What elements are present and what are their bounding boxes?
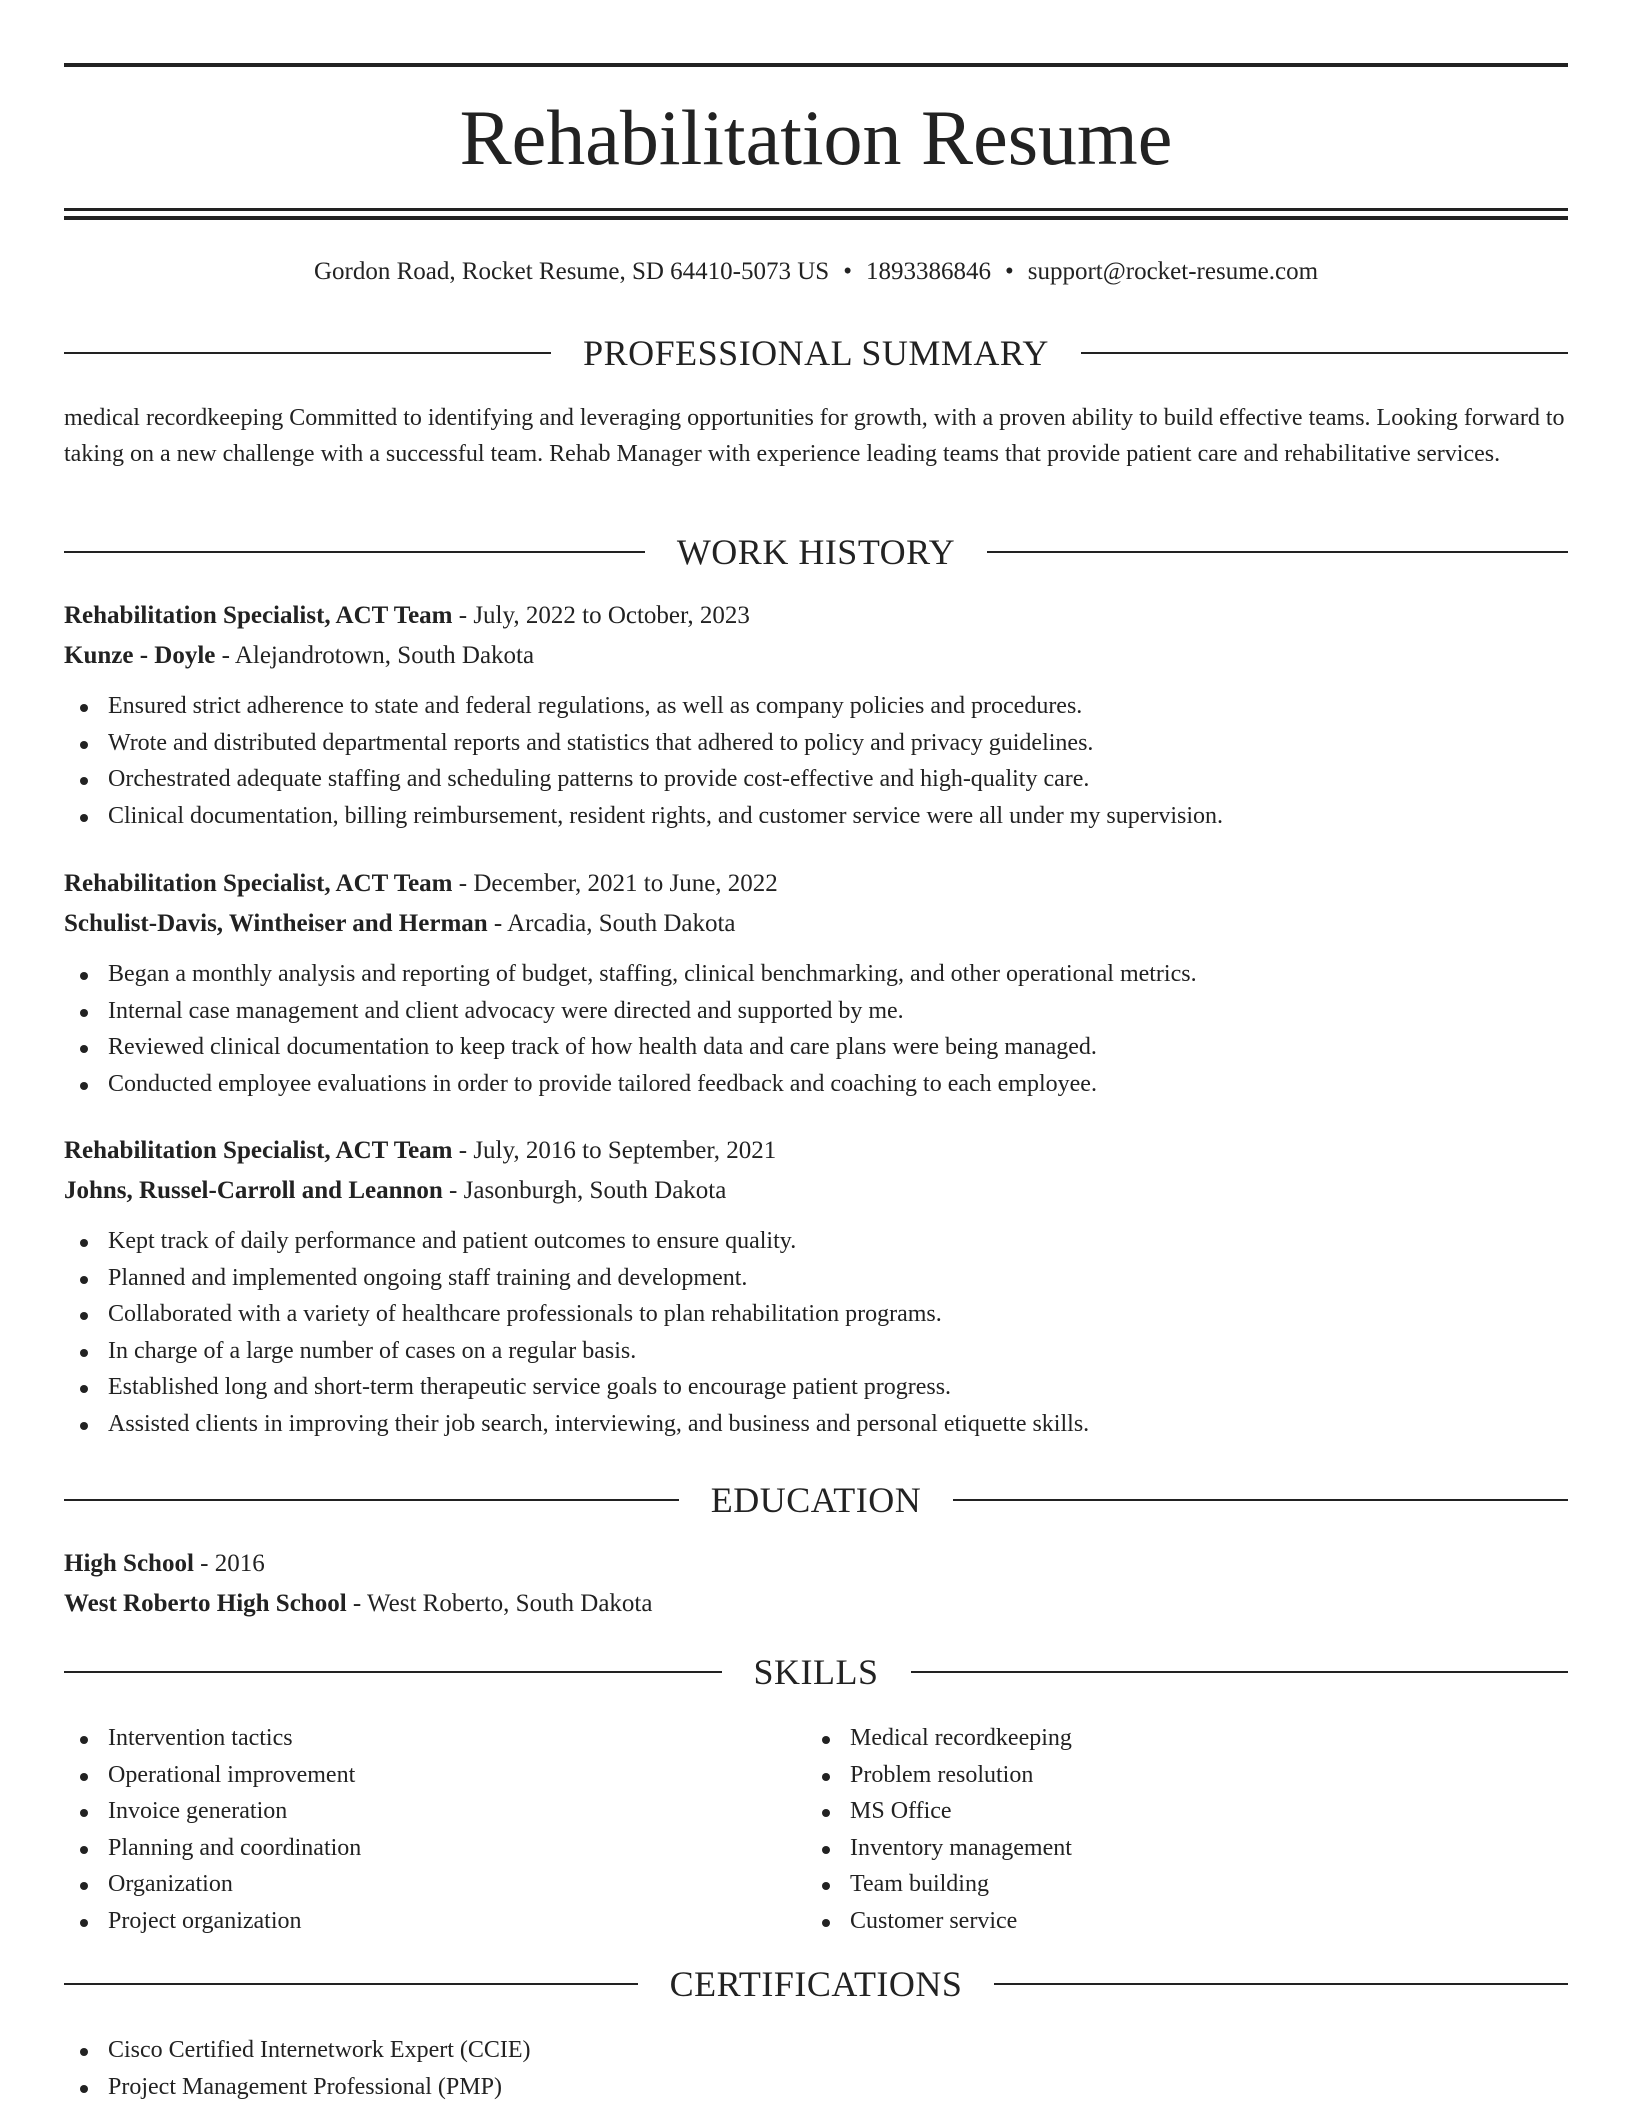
list-item: Assisted clients in improving their job search, interviewing, and business and personal etiquette skills.: [64, 1406, 1568, 1443]
contact-address: Gordon Road, Rocket Resume, SD 64410-5073 US: [313, 258, 830, 285]
contact-separator: •: [843, 258, 852, 285]
divider-line: [911, 1671, 1569, 1673]
list-item: Kept track of daily performance and patient outcomes to ensure quality.: [64, 1223, 1568, 1260]
job-entry: [64, 864, 1568, 1102]
divider-line: [64, 352, 551, 354]
skills-bullets: [64, 1720, 806, 1939]
job-entry: [64, 1131, 1568, 1442]
top-rule: [64, 63, 1568, 67]
job-heading: [64, 864, 1568, 904]
contact-phone[interactable]: 1893386846: [865, 258, 991, 285]
divider-line: [1081, 352, 1568, 354]
section-heading-certifications: [64, 1962, 1568, 2006]
list-item: Reviewed clinical documentation to keep track of how health data and care plans were being managed.: [64, 1029, 1568, 1066]
education-heading: [64, 1544, 1568, 1584]
divider-line: [994, 1983, 1568, 1985]
contact-email[interactable]: support@rocket-resume.com: [1027, 258, 1319, 285]
skill-item: Invoice generation: [64, 1793, 806, 1830]
skills-bullets: [806, 1720, 1548, 1939]
job-bullets: [64, 956, 1568, 1102]
skill-item: Planning and coordination: [64, 1830, 806, 1867]
skill-item: Inventory management: [806, 1830, 1548, 1867]
section-title: SKILLS: [753, 1652, 879, 1692]
job-heading: [64, 596, 1568, 636]
divider-line: [987, 551, 1568, 553]
job-bullets: [64, 688, 1568, 834]
skills-column-left: [64, 1720, 806, 1939]
skill-item: Team building: [806, 1866, 1548, 1903]
title-rule-upper: [64, 208, 1568, 211]
job-company: Schulist-Davis, Wintheiser and Herman: [64, 910, 488, 937]
list-item: Ensured strict adherence to state and federal regulations, as well as company policies and procedures.: [64, 688, 1568, 725]
list-item: In charge of a large number of cases on a regular basis.: [64, 1333, 1568, 1370]
skill-item: Operational improvement: [64, 1757, 806, 1794]
divider-line: [64, 551, 645, 553]
education-school: West Roberto High School: [64, 1590, 347, 1617]
list-item: Collaborated with a variety of healthcare professionals to plan rehabilitation programs.: [64, 1296, 1568, 1333]
section-title: CERTIFICATIONS: [669, 1964, 963, 2004]
job-employer: [64, 1171, 1568, 1211]
divider-line: [953, 1499, 1568, 1501]
divider-line: [64, 1983, 638, 1985]
list-item: Clinical documentation, billing reimbursement, resident rights, and customer service were all under my supervision.: [64, 798, 1568, 835]
skill-item: Customer service: [806, 1903, 1548, 1940]
job-employer: [64, 636, 1568, 676]
skill-item: Project organization: [64, 1903, 806, 1940]
job-company: Kunze - Doyle: [64, 642, 216, 669]
skill-item: Problem resolution: [806, 1757, 1548, 1794]
job-title: Rehabilitation Specialist, ACT Team: [64, 1137, 453, 1164]
job-dates: - December, 2021 to June, 2022: [452, 870, 778, 897]
job-dates: - July, 2016 to September, 2021: [452, 1137, 777, 1164]
section-title: EDUCATION: [710, 1480, 922, 1520]
skills-column-right: [806, 1720, 1548, 1939]
skill-item: MS Office: [806, 1793, 1548, 1830]
skill-item: Medical recordkeeping: [806, 1720, 1548, 1757]
education-degree: High School: [64, 1550, 194, 1577]
section-title: PROFESSIONAL SUMMARY: [583, 333, 1049, 373]
certification-bullets: [64, 2032, 1568, 2105]
section-heading-summary: [64, 331, 1568, 375]
section-heading-education: [64, 1478, 1568, 1522]
job-title: Rehabilitation Specialist, ACT Team: [64, 870, 453, 897]
title-rule-lower: [64, 216, 1568, 220]
job-entry: [64, 596, 1568, 834]
education-entry: [64, 1544, 1568, 1624]
list-item: Orchestrated adequate staffing and scheduling patterns to provide cost-effective and high-quality care.: [64, 761, 1568, 798]
certifications-list: [64, 2032, 1568, 2105]
list-item: Conducted employee evaluations in order to provide tailored feedback and coaching to each employee.: [64, 1066, 1568, 1103]
section-heading-work-history: [64, 530, 1568, 574]
certification-item: Cisco Certified Internetwork Expert (CCIE): [64, 2032, 1568, 2069]
job-bullets: [64, 1223, 1568, 1442]
education-school-line: [64, 1584, 1568, 1624]
list-item: Wrote and distributed departmental reports and statistics that adhered to policy and privacy guidelines.: [64, 725, 1568, 762]
job-title: Rehabilitation Specialist, ACT Team: [64, 602, 453, 629]
list-item: Began a monthly analysis and reporting of budget, staffing, clinical benchmarking, and other operational metrics.: [64, 956, 1568, 993]
skills-list: [64, 1720, 1568, 1939]
skill-item: Organization: [64, 1866, 806, 1903]
summary-text: medical recordkeeping Committed to identifying and leveraging opportunities for growth, with a proven ability to build effective teams. Looking forward to taking on a new challenge with a successful team. Rehab Manager with experience leading teams that provide patient care and rehabilitative services.: [64, 405, 1565, 467]
education-location: - West Roberto, South Dakota: [346, 1590, 653, 1617]
list-item: Internal case management and client advocacy were directed and supported by me.: [64, 993, 1568, 1030]
list-item: Established long and short-term therapeutic service goals to encourage patient progress.: [64, 1369, 1568, 1406]
job-location: - Jasonburgh, South Dakota: [442, 1177, 727, 1204]
section-title: WORK HISTORY: [676, 532, 956, 572]
divider-line: [64, 1671, 722, 1673]
job-location: - Alejandrotown, South Dakota: [215, 642, 535, 669]
job-company: Johns, Russel-Carroll and Leannon: [64, 1177, 443, 1204]
skill-item: Intervention tactics: [64, 1720, 806, 1757]
job-location: - Arcadia, South Dakota: [487, 910, 736, 937]
list-item: Planned and implemented ongoing staff training and development.: [64, 1260, 1568, 1297]
certification-item: Project Management Professional (PMP): [64, 2069, 1568, 2106]
resume-title: Rehabilitation Resume: [459, 94, 1173, 181]
job-employer: [64, 904, 1568, 944]
job-dates: - July, 2022 to October, 2023: [452, 602, 750, 629]
education-year: - 2016: [193, 1550, 265, 1577]
contact-line: [64, 254, 1568, 290]
contact-separator: •: [1004, 258, 1014, 285]
section-heading-skills: [64, 1650, 1568, 1694]
job-heading: [64, 1131, 1568, 1171]
divider-line: [64, 1499, 679, 1501]
